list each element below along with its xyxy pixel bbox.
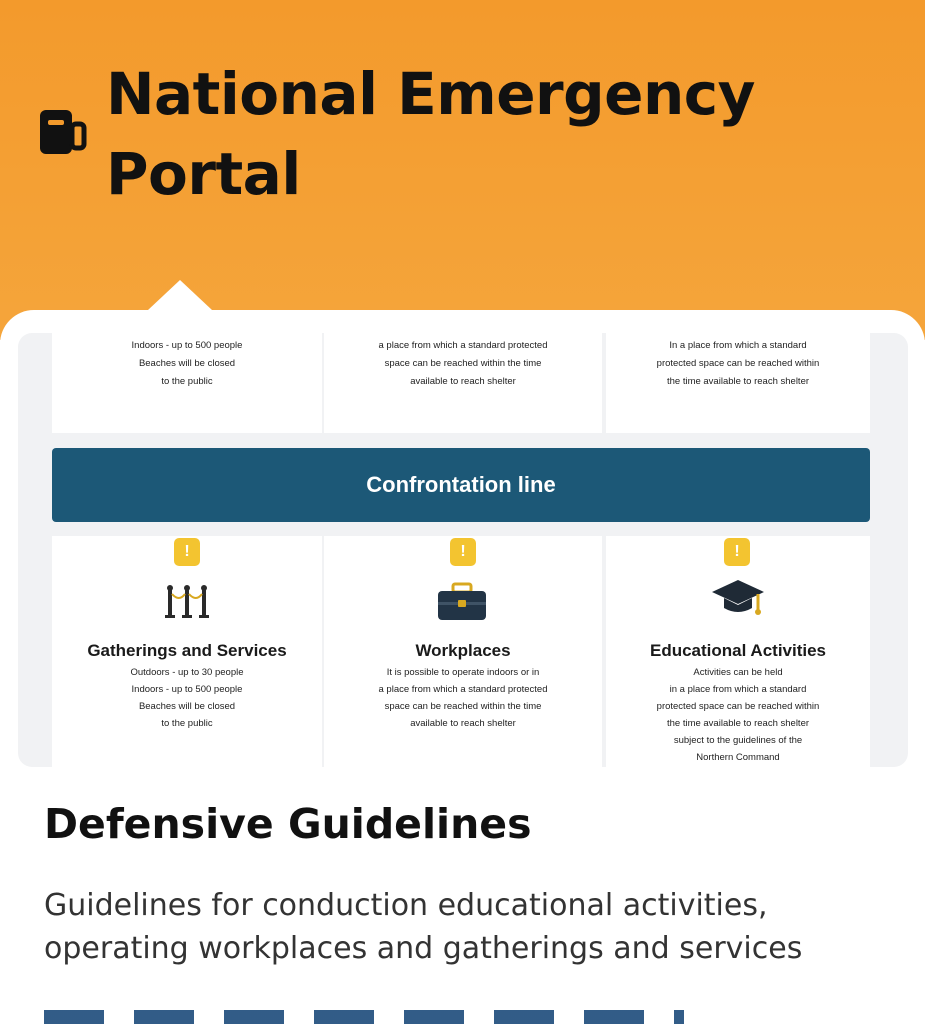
top-cell-text: a place from which a standard protected space can be reached within the time available to reach shelter (378, 340, 548, 387)
top-cell-workplaces (324, 333, 602, 433)
warning-badge-icon: ! (450, 538, 476, 566)
gathering-barrier-icon (162, 580, 212, 620)
section-title: Defensive Guidelines (44, 800, 532, 848)
category-gatherings (52, 536, 322, 767)
warning-badge-icon: ! (174, 538, 200, 566)
app-header (0, 0, 925, 340)
category-description: Outdoors - up to 30 people Indoors - up to 500 people Beaches will be closed to the public (130, 667, 244, 729)
category-workplaces (324, 536, 602, 767)
category-title: Gatherings and Services (87, 641, 287, 660)
confrontation-line-banner: Confrontation line (52, 448, 870, 522)
category-description: Activities can be held in a place from which a standard protected space can be reached within the time available to reach shelter subject to the guidelines of the Northern Command (656, 667, 820, 763)
top-cell-text: In a place from which a standard protected space can be reached within the time available to reach shelter (656, 340, 820, 387)
graduation-cap-icon (710, 576, 766, 620)
category-title: Educational Activities (649, 641, 827, 660)
category-education (606, 536, 870, 767)
briefcase-icon (436, 582, 488, 622)
header-notch (148, 280, 212, 310)
top-cell-gatherings (52, 333, 322, 433)
warning-badge-icon: ! (724, 538, 750, 566)
top-cell-text: Indoors - up to 500 people Beaches will be closed to the public (131, 340, 243, 387)
top-cell-education (606, 333, 870, 433)
category-description: It is possible to operate indoors or in a place from which a standard protected space can be reached within the time available to reach shelter (378, 667, 548, 729)
section-description: Guidelines for conduction educational activities, operating workplaces and gatherings and services (44, 888, 803, 966)
category-title: Workplaces (415, 641, 511, 660)
next-item-link-peek[interactable] (44, 1010, 684, 1024)
guidelines-infographic[interactable] (18, 333, 908, 767)
page-title: National Emergency Portal (106, 60, 755, 208)
phone-portal-icon (38, 106, 88, 158)
